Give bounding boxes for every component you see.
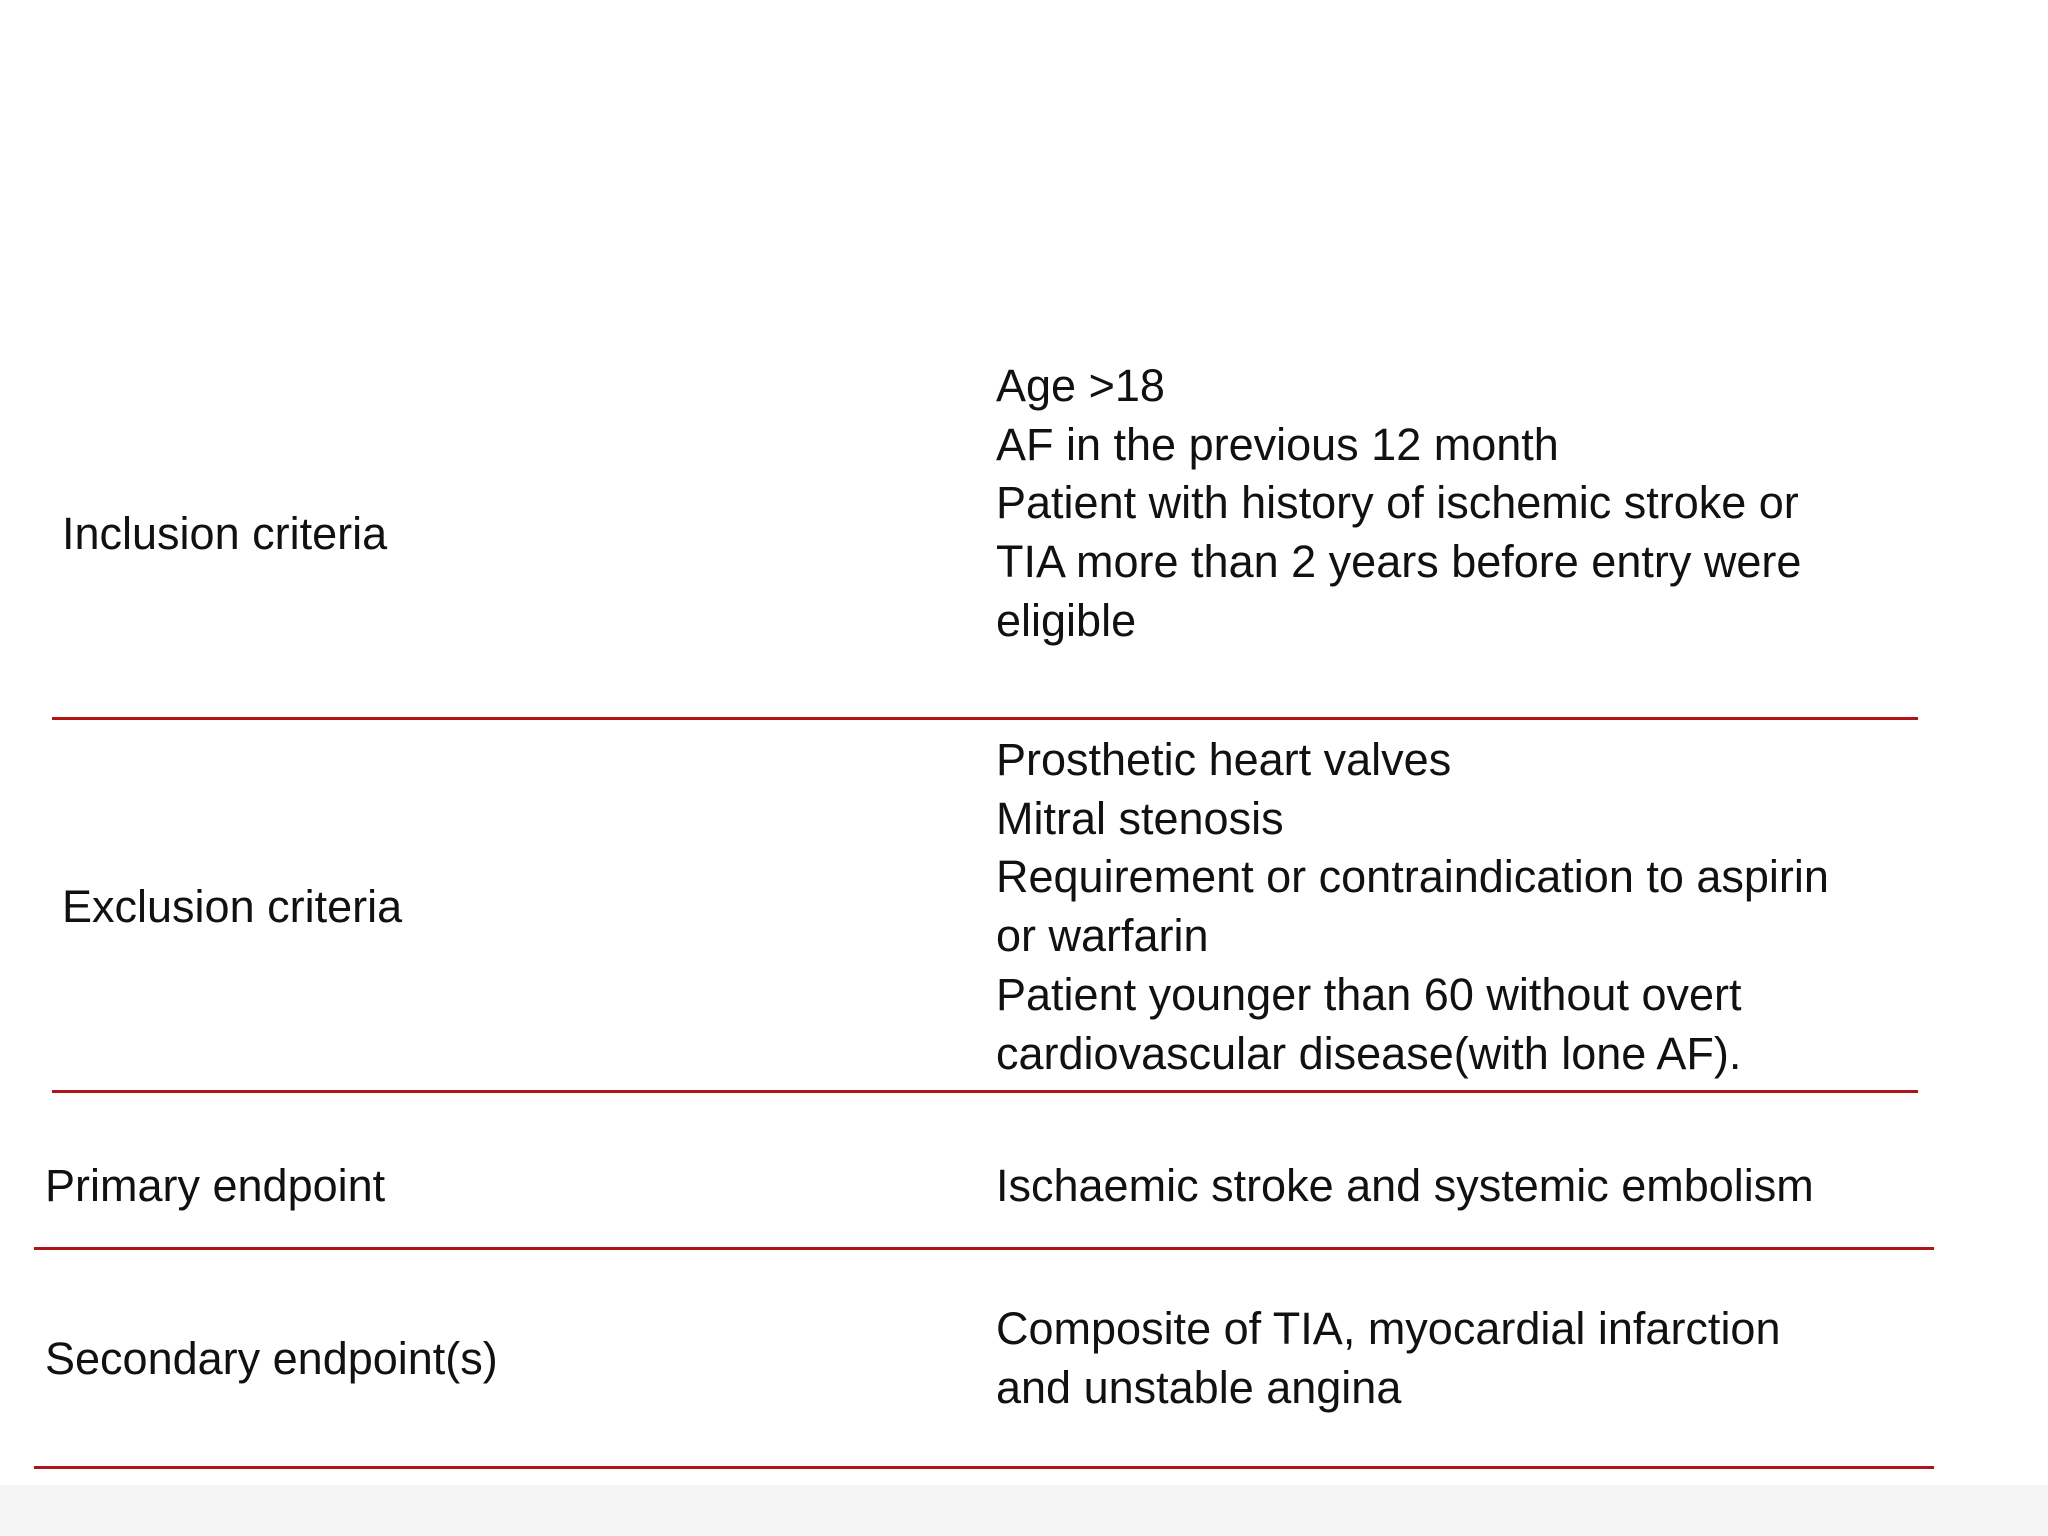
row-value-primary-endpoint (996, 1157, 1814, 1216)
row-value-secondary-endpoint (996, 1300, 1781, 1417)
row-label-inclusion: Inclusion criteria (62, 508, 388, 559)
inclusion-line: TIA more than 2 years before entry were (996, 536, 1802, 588)
row-label-primary-endpoint: Primary endpoint (45, 1160, 386, 1211)
inclusion-line: Age >18 (996, 360, 1165, 411)
secondary-endpoint-line: Composite of TIA, myocardial infarction (996, 1303, 1781, 1354)
exclusion-line: or warfarin (996, 910, 1209, 962)
inclusion-line: eligible (996, 594, 1137, 646)
exclusion-line: Prosthetic heart valves (996, 734, 1452, 785)
row-value-inclusion (996, 357, 1801, 651)
bottom-band (0, 1485, 2048, 1536)
row-label-exclusion: Exclusion criteria (62, 881, 403, 932)
row-value-exclusion (996, 731, 1829, 1083)
inclusion-line: AF in the previous 12 month (996, 418, 1559, 470)
exclusion-line: Patient younger than 60 without overt (996, 968, 1742, 1020)
primary-endpoint-line: Ischaemic stroke and systemic embolism (996, 1160, 1814, 1211)
secondary-endpoint-line: and unstable angina (996, 1361, 1402, 1413)
row-divider (34, 1466, 1934, 1469)
exclusion-line: Mitral stenosis (996, 792, 1284, 844)
inclusion-line: Patient with history of ischemic stroke or (996, 477, 1799, 529)
row-divider (52, 717, 1918, 720)
row-label-secondary-endpoint: Secondary endpoint(s) (45, 1333, 498, 1384)
exclusion-line: cardiovascular disease(with lone AF). (996, 1027, 1742, 1079)
row-divider (52, 1090, 1918, 1093)
exclusion-line: Requirement or contraindication to aspirin (996, 851, 1829, 903)
row-divider (34, 1247, 1934, 1250)
